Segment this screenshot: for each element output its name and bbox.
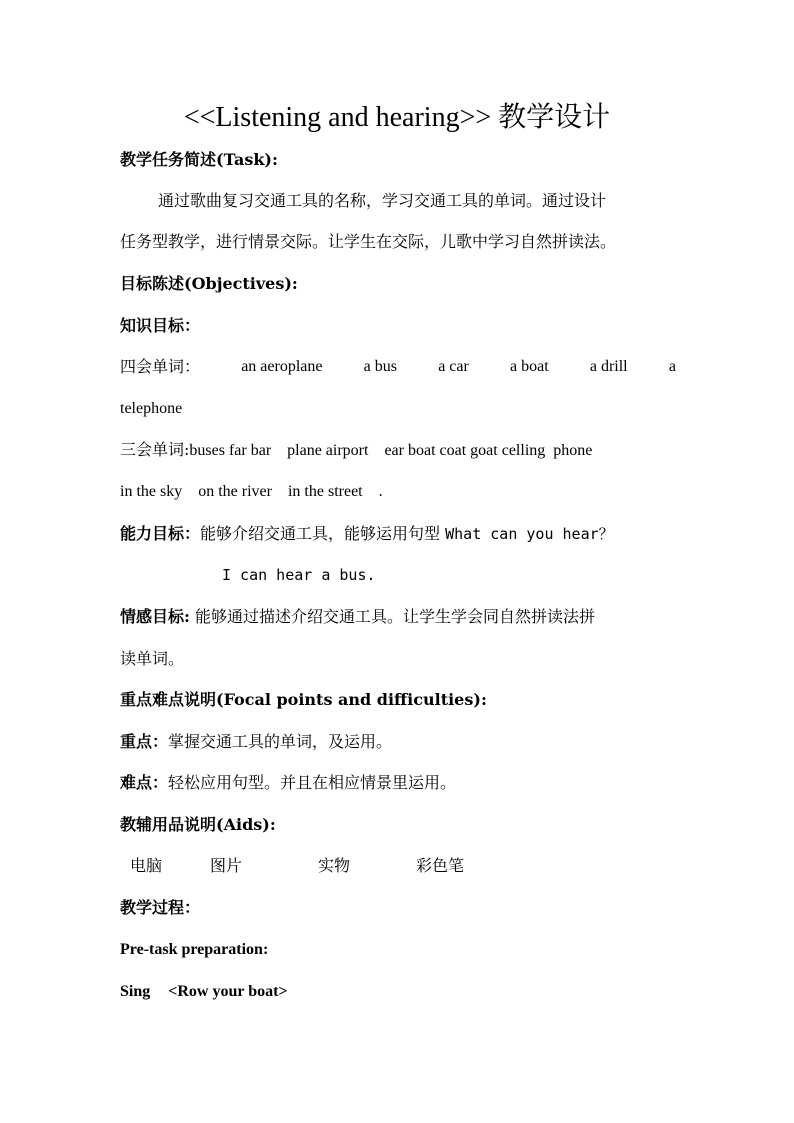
aids-items-line (130, 854, 686, 878)
aid-item: 图片 (210, 856, 243, 875)
four-skill-word: a (668, 358, 676, 375)
key-point-label: 重点： (120, 732, 169, 751)
knowledge-heading: 知识目标： (120, 316, 201, 335)
three-skill-line-1 (120, 438, 676, 463)
aid-item: 电脑 (130, 856, 163, 875)
four-skill-word: a drill (589, 358, 628, 375)
ability-question: What can you hear？ (445, 525, 614, 543)
difficulty-text: 轻松应用句型。并且在相应情景里运用。 (168, 773, 457, 792)
task-paragraph-line-2: 任务型教学，进行情景交际。让学生在交际，儿歌中学习自然拼读法。 (120, 232, 617, 251)
aids-heading: 教辅用品说明(Aids): (120, 815, 276, 834)
emotion-label: 情感目标: (120, 607, 190, 626)
process-heading: 教学过程： (120, 898, 201, 917)
ability-answer: I can hear a bus. (222, 566, 376, 584)
key-point-line (120, 730, 676, 754)
four-skill-word: an aeroplane (241, 358, 323, 375)
four-skill-word: a boat (510, 358, 549, 375)
three-skill-line-2: in the sky on the river in the street . (120, 483, 383, 500)
ability-label: 能力目标： (120, 524, 201, 543)
four-skill-word: a car (438, 358, 469, 375)
aid-item: 彩色笔 (416, 856, 465, 875)
three-skill-words: buses far bar plane airport ear boat coat goat celling phone (189, 442, 593, 459)
emotion-line-1 (120, 605, 676, 629)
difficulty-line (120, 771, 676, 795)
sing-song-title: <Row your boat> (168, 983, 288, 1000)
pre-task-heading: Pre-task preparation: (120, 941, 269, 958)
emotion-line-2: 读单词。 (120, 649, 185, 668)
four-skill-continuation: telephone (120, 400, 183, 417)
four-skill-label: 四会单词： (120, 357, 201, 376)
ability-line (120, 522, 676, 546)
key-point-text: 掌握交通工具的单词，及运用。 (168, 732, 393, 751)
objectives-heading: 目标陈述(Objectives): (120, 274, 298, 293)
focal-heading: 重点难点说明(Focal points and difficulties): (120, 690, 487, 709)
four-skill-word: a bus (363, 358, 397, 375)
difficulty-label: 难点： (120, 773, 169, 792)
aid-item: 实物 (318, 856, 351, 875)
sing-line (120, 980, 676, 1004)
four-skill-words-line (120, 355, 676, 379)
ability-text: 能够介绍交通工具，能够运用句型 (200, 524, 441, 543)
task-heading: 教学任务简述(Task): (120, 150, 278, 169)
sing-label: Sing (120, 983, 151, 1000)
document-title: <<Listening and hearing>> 教学设计 (183, 102, 611, 133)
emotion-text: 能够通过描述介绍交通工具。让学生学会同自然拼读法拼 (195, 607, 596, 626)
task-paragraph-line-1: 通过歌曲复习交通工具的名称，学习交通工具的单词。通过设计 (158, 191, 607, 210)
three-skill-label: 三会单词: (120, 440, 190, 459)
